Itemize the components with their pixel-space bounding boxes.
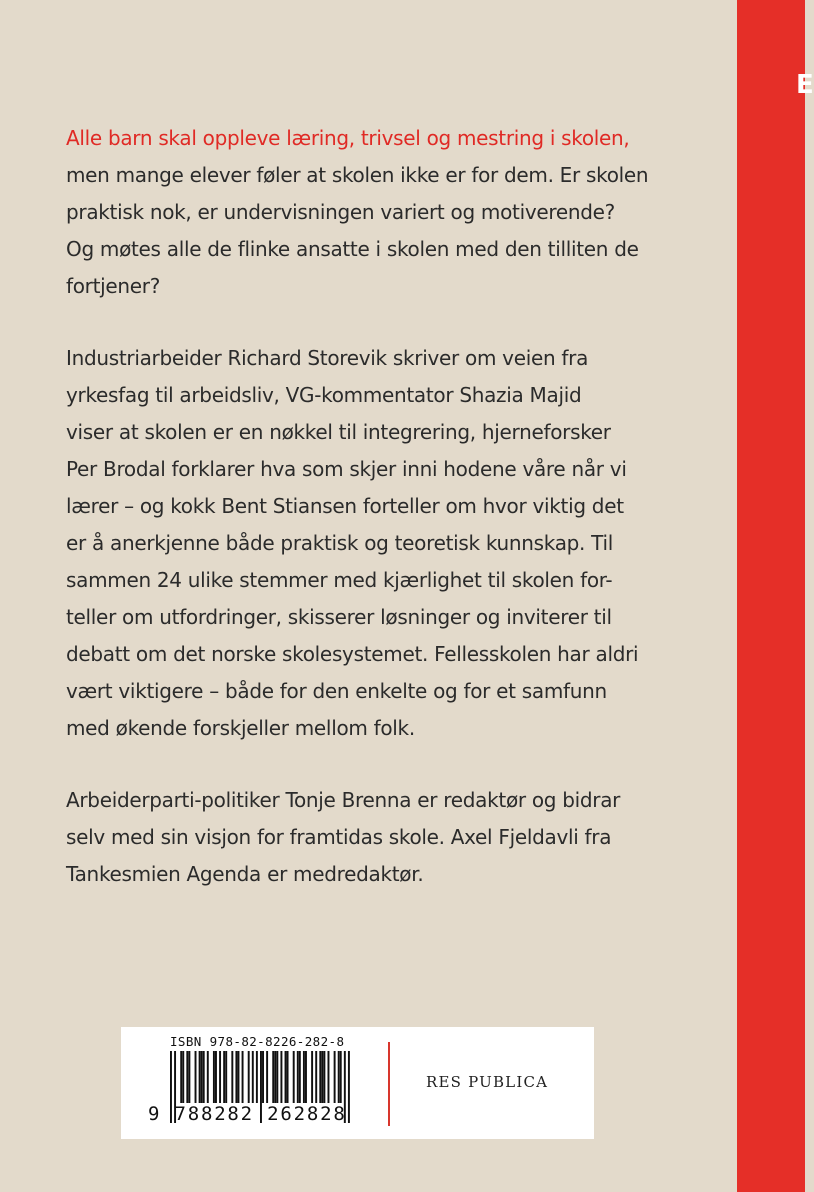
barcode-bar bbox=[213, 1051, 215, 1103]
text-line: teller om utfordringer, skisserer løsninger og inviterer til bbox=[66, 605, 612, 629]
barcode-bar bbox=[248, 1051, 250, 1103]
barcode-bar bbox=[223, 1051, 225, 1103]
barcode-bar bbox=[285, 1051, 287, 1103]
barcode-bar bbox=[203, 1051, 205, 1103]
barcode-bar bbox=[195, 1051, 197, 1103]
barcode-bar bbox=[321, 1051, 323, 1103]
barcode-bar bbox=[340, 1051, 342, 1103]
spine-band bbox=[737, 0, 805, 1192]
barcode-panel bbox=[121, 1027, 594, 1139]
body-paragraph bbox=[66, 340, 666, 747]
text-line: Tankesmien Agenda er medredaktør. bbox=[66, 862, 424, 886]
barcode-bar bbox=[287, 1051, 289, 1103]
divider-line bbox=[388, 1042, 390, 1126]
barcode-bar bbox=[319, 1051, 321, 1103]
text-line: sammen 24 ulike stemmer med kjærlighet til skolen for- bbox=[66, 568, 613, 592]
barcode-bar bbox=[338, 1051, 340, 1103]
intro-lead: Alle barn skal oppleve læring, trivsel og mestring i skolen, bbox=[66, 126, 630, 150]
barcode-bar bbox=[215, 1051, 217, 1103]
text-line: Arbeiderparti-politiker Tonje Brenna er redaktør og bidrar bbox=[66, 788, 621, 812]
barcode-bar bbox=[266, 1051, 268, 1103]
barcode-bar bbox=[180, 1051, 182, 1103]
barcode-bar bbox=[303, 1051, 305, 1103]
text-line: yrkesfag til arbeidsliv, VG-kommentator Shazia Majid bbox=[66, 383, 582, 407]
text-line: lærer – og kokk Bent Stiansen forteller om hvor viktig det bbox=[66, 494, 624, 518]
barcode-bar bbox=[219, 1051, 221, 1103]
barcode-bar bbox=[182, 1051, 184, 1103]
barcode-bar bbox=[276, 1051, 278, 1103]
text-line: Og møtes alle de flinke ansatte i skolen med den tilliten de bbox=[66, 237, 639, 261]
barcode-bar bbox=[235, 1051, 237, 1103]
barcode-bar bbox=[207, 1051, 209, 1103]
barcode-bar bbox=[262, 1051, 264, 1103]
barcode-bar bbox=[334, 1051, 336, 1103]
barcode-bar bbox=[199, 1051, 201, 1103]
barcode-bar bbox=[186, 1051, 188, 1103]
text-line: debatt om det norske skolesystemet. Fellesskolen har aldri bbox=[66, 642, 639, 666]
text-line: selv med sin visjon for framtidas skole. Axel Fjeldavli fra bbox=[66, 825, 612, 849]
text-line: praktisk nok, er undervisningen variert og motiverende? bbox=[66, 200, 615, 224]
barcode-bar bbox=[252, 1051, 254, 1103]
editor-paragraph bbox=[66, 782, 666, 893]
barcode-bar bbox=[242, 1051, 244, 1103]
isbn-label: ISBN 978-82-8226-282-8 bbox=[170, 1034, 345, 1049]
barcode-bar bbox=[238, 1051, 240, 1103]
text-line: viser at skolen er en nøkkel til integrering, hjerneforsker bbox=[66, 420, 611, 444]
barcode-bar bbox=[297, 1051, 299, 1103]
barcode-bar bbox=[305, 1051, 307, 1103]
spine-letter: E bbox=[796, 70, 814, 100]
barcode-bar bbox=[348, 1051, 350, 1123]
barcode-bar bbox=[299, 1051, 301, 1103]
barcode-bar bbox=[225, 1051, 227, 1103]
text-line: men mange elever føler at skolen ikke er for dem. Er skolen bbox=[66, 163, 649, 187]
barcode-bar bbox=[256, 1051, 258, 1103]
barcode-bar bbox=[272, 1051, 274, 1103]
barcode-bar bbox=[274, 1051, 276, 1103]
text-line: Per Brodal forklarer hva som skjer inni hodene våre når vi bbox=[66, 457, 627, 481]
text-line: er å anerkjenne både praktisk og teoretisk kunnskap. Til bbox=[66, 531, 613, 555]
barcode-bar bbox=[293, 1051, 295, 1103]
barcode-bar bbox=[323, 1051, 325, 1103]
publisher-name: RES PUBLICA bbox=[426, 1073, 549, 1091]
barcode-bar bbox=[188, 1051, 190, 1103]
isbn-digits: 9 788282 262828 bbox=[148, 1103, 347, 1125]
intro-paragraph bbox=[66, 120, 666, 305]
text-line: vært viktigere – både for den enkelte og for et samfunn bbox=[66, 679, 607, 703]
barcode-bar bbox=[280, 1051, 282, 1103]
text-line: Industriarbeider Richard Storevik skriver om veien fra bbox=[66, 346, 589, 370]
barcode-bar bbox=[311, 1051, 313, 1103]
text-line: fortjener? bbox=[66, 274, 161, 298]
text-line: med økende forskjeller mellom folk. bbox=[66, 716, 415, 740]
barcode-bar bbox=[328, 1051, 330, 1103]
barcode-bar bbox=[315, 1051, 317, 1103]
barcode-bar bbox=[231, 1051, 233, 1103]
barcode-bar bbox=[201, 1051, 203, 1103]
